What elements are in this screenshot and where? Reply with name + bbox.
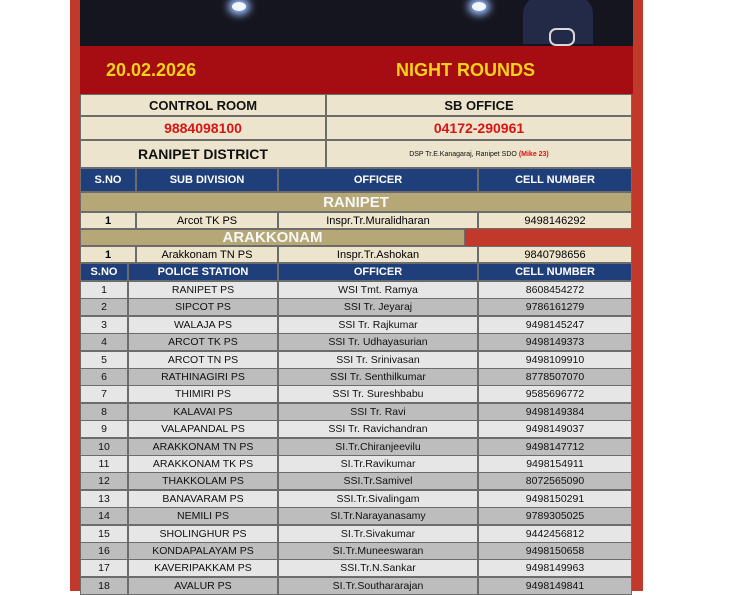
station-row-cell: 9498109910 <box>478 351 632 369</box>
control-room-label: CONTROL ROOM <box>80 94 326 116</box>
section-ranipet: RANIPET <box>80 192 632 212</box>
station-row-sno: 4 <box>80 333 128 351</box>
station-row-officer: SSI Tr. Sureshbabu <box>278 385 478 403</box>
subdiv-header-sno: S.NO <box>80 168 136 192</box>
station-row-name: BANAVARAM PS <box>128 490 278 508</box>
station-row-cell: 9498149384 <box>478 403 632 421</box>
station-row-name: KAVERIPAKKAM PS <box>128 559 278 577</box>
station-row-cell: 9442456812 <box>478 525 632 543</box>
handcuffs-icon <box>549 28 575 46</box>
district-name: RANIPET DISTRICT <box>80 140 326 168</box>
station-row-name: KALAVAI PS <box>128 403 278 421</box>
station-row-sno: 16 <box>80 542 128 560</box>
station-row-officer: SSI.Tr.Samivel <box>278 472 478 490</box>
subdiv-row-sno: 1 <box>80 246 136 263</box>
station-row-name: SIPCOT PS <box>128 298 278 316</box>
dsp-info <box>326 140 632 168</box>
station-header-officer: OFFICER <box>278 263 478 281</box>
station-row-cell: 9789305025 <box>478 507 632 525</box>
station-row-cell: 9498149373 <box>478 333 632 351</box>
station-row-cell: 9585696772 <box>478 385 632 403</box>
station-row-officer: SSI Tr. Senthilkumar <box>278 368 478 386</box>
station-row-sno: 10 <box>80 438 128 456</box>
station-row-sno: 1 <box>80 281 128 299</box>
station-row-sno: 6 <box>80 368 128 386</box>
control-room-number: 9884098100 <box>80 116 326 140</box>
station-row-officer: SSI Tr. Udhayasurian <box>278 333 478 351</box>
dsp-call-sign: (Mike 23) <box>518 150 549 158</box>
station-row-sno: 7 <box>80 385 128 403</box>
roster-date: 20.02.2026 <box>106 60 197 80</box>
station-row-name: THIMIRI PS <box>128 385 278 403</box>
subdiv-header-officer: OFFICER <box>278 168 478 192</box>
station-row-officer: SSI Tr. Ravichandran <box>278 420 478 438</box>
station-row-name: KONDAPALAYAM PS <box>128 542 278 560</box>
station-row-name: AVALUR PS <box>128 577 278 595</box>
station-row-sno: 9 <box>80 420 128 438</box>
station-row-sno: 2 <box>80 298 128 316</box>
station-row-sno: 14 <box>80 507 128 525</box>
station-row-name: THAKKOLAM PS <box>128 472 278 490</box>
station-row-sno: 11 <box>80 455 128 473</box>
station-row-officer: SI.Tr.Narayanasamy <box>278 507 478 525</box>
station-header-cell: CELL NUMBER <box>478 263 632 281</box>
station-row-officer: WSI Tmt. Ramya <box>278 281 478 299</box>
station-row-officer: SI.Tr.Sivakumar <box>278 525 478 543</box>
station-row-sno: 12 <box>80 472 128 490</box>
station-row-officer: SI.Tr.Chiranjeevilu <box>278 438 478 456</box>
station-row-cell: 9786161279 <box>478 298 632 316</box>
sb-office-number: 04172-290961 <box>326 116 632 140</box>
station-row-cell: 9498149963 <box>478 559 632 577</box>
station-row-officer: SI.Tr.Muneeswaran <box>278 542 478 560</box>
station-row-name: RANIPET PS <box>128 281 278 299</box>
station-row-officer: SSI Tr. Rajkumar <box>278 316 478 334</box>
subdiv-header-division: SUB DIVISION <box>136 168 278 192</box>
station-row-name: VALAPANDAL PS <box>128 420 278 438</box>
station-row-officer: SSI.Tr.N.Sankar <box>278 559 478 577</box>
headlight-left-icon <box>232 2 246 11</box>
station-row-cell: 8778507070 <box>478 368 632 386</box>
station-row-name: WALAJA PS <box>128 316 278 334</box>
station-row-cell: 8608454272 <box>478 281 632 299</box>
station-row-name: ARAKKONAM TN PS <box>128 438 278 456</box>
station-row-cell: 9498147712 <box>478 438 632 456</box>
subdiv-row-cell: 9840798656 <box>478 246 632 263</box>
station-row-officer: SI.Tr.Southararajan <box>278 577 478 595</box>
station-row-name: ARCOT TK PS <box>128 333 278 351</box>
station-row-cell: 9498150658 <box>478 542 632 560</box>
station-row-sno: 18 <box>80 577 128 595</box>
subdiv-row-division: Arcot TK PS <box>136 212 278 229</box>
station-row-sno: 17 <box>80 559 128 577</box>
header-banner-image <box>80 0 633 46</box>
dsp-text: DSP Tr.E.Kanagaraj, Ranipet SDO <box>409 150 517 158</box>
subdiv-row-officer: Inspr.Tr.Ashokan <box>278 246 478 263</box>
subdiv-row-cell: 9498146292 <box>478 212 632 229</box>
sb-office-label: SB OFFICE <box>326 94 632 116</box>
station-row-name: ARAKKONAM TK PS <box>128 455 278 473</box>
station-row-officer: SSI Tr. Jeyaraj <box>278 298 478 316</box>
station-row-sno: 8 <box>80 403 128 421</box>
station-row-officer: SSI Tr. Srinivasan <box>278 351 478 369</box>
station-row-officer: SI.Tr.Ravikumar <box>278 455 478 473</box>
station-row-cell: 9498150291 <box>478 490 632 508</box>
station-row-cell: 9498154911 <box>478 455 632 473</box>
roster-title: NIGHT ROUNDS <box>396 60 535 80</box>
station-header-station: POLICE STATION <box>128 263 278 281</box>
station-row-sno: 15 <box>80 525 128 543</box>
station-row-cell: 8072565090 <box>478 472 632 490</box>
subdiv-header-cell: CELL NUMBER <box>478 168 632 192</box>
station-row-name: ARCOT TN PS <box>128 351 278 369</box>
station-row-officer: SSI Tr. Ravi <box>278 403 478 421</box>
subdiv-row-officer: Inspr.Tr.Muralidharan <box>278 212 478 229</box>
station-row-sno: 3 <box>80 316 128 334</box>
station-row-officer: SSI.Tr.Sivalingam <box>278 490 478 508</box>
station-row-cell: 9498145247 <box>478 316 632 334</box>
station-row-cell: 9498149841 <box>478 577 632 595</box>
subdiv-row-division: Arakkonam TN PS <box>136 246 278 263</box>
station-row-name: RATHINAGIRI PS <box>128 368 278 386</box>
section-arakkonam: ARAKKONAM <box>80 229 465 246</box>
station-row-sno: 5 <box>80 351 128 369</box>
station-header-sno: S.NO <box>80 263 128 281</box>
title-bar <box>80 46 633 94</box>
station-row-name: NEMILI PS <box>128 507 278 525</box>
headlight-right-icon <box>472 2 486 11</box>
subdiv-row-sno: 1 <box>80 212 136 229</box>
station-row-cell: 9498149037 <box>478 420 632 438</box>
station-row-name: SHOLINGHUR PS <box>128 525 278 543</box>
station-row-sno: 13 <box>80 490 128 508</box>
